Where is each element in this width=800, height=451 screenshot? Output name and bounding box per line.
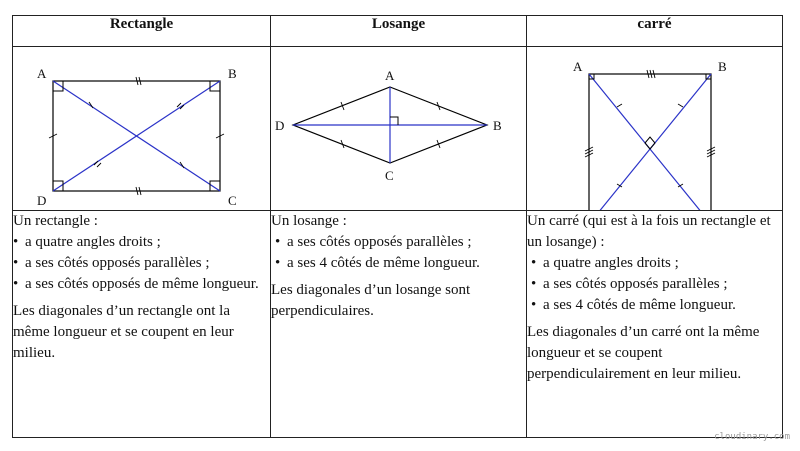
figure-row — [13, 47, 783, 211]
carre-right-angle-marks — [589, 74, 711, 210]
losange-vertex-d: D — [275, 118, 285, 133]
carre-diagonal-ac — [589, 74, 711, 210]
losange-vertex-b: B — [493, 118, 502, 133]
carre-property: • a ses côtés opposés parallèles ; — [531, 274, 782, 295]
header-rectangle: Rectangle — [13, 16, 271, 47]
carre-figure-cell — [527, 47, 783, 211]
losange-properties — [271, 232, 526, 274]
losange-right-angle-mark — [390, 117, 398, 125]
losange-property: • a ses côtés opposés parallèles ; — [275, 232, 526, 253]
rectangle-diagonals-text: Les diagonales d’un rectangle ont la même longueur et se coupent en leur milieu. — [13, 303, 234, 361]
rectangle-property: • a ses côtés opposés parallèles ; — [13, 253, 270, 274]
losange-description — [271, 211, 527, 438]
watermark: cloudinary.com — [714, 432, 790, 442]
rectangle-figure-cell — [13, 47, 271, 211]
rectangle-figure — [13, 47, 271, 210]
header-carre: carré — [527, 16, 783, 47]
carre-figure — [527, 47, 783, 210]
losange-intro: Un losange : — [271, 213, 347, 229]
carre-tick-marks — [585, 70, 715, 210]
losange-property: • a ses 4 côtés de même longueur. — [275, 253, 526, 274]
carre-description — [527, 211, 783, 438]
rectangle-property: • a quatre angles droits ; — [13, 232, 270, 253]
rectangle-description — [13, 211, 271, 438]
losange-figure-cell — [271, 47, 527, 211]
losange-diagonals-text: Les diagonales d’un losange sont perpendiculaires. — [271, 282, 471, 319]
header-row — [13, 16, 783, 47]
losange-figure — [271, 47, 527, 210]
carre-vertex-b: B — [718, 59, 727, 74]
carre-property: • a quatre angles droits ; — [531, 253, 782, 274]
carre-intro: Un carré (qui est à la fois un rectangle et un losange) : — [527, 213, 771, 250]
carre-vertex-a: A — [573, 59, 583, 74]
quadrilaterals-table — [12, 15, 783, 438]
header-losange: Losange — [271, 16, 527, 47]
carre-property: • a ses 4 côtés de même longueur. — [531, 295, 782, 316]
rectangle-intro: Un rectangle : — [13, 213, 98, 229]
text-row — [13, 211, 783, 438]
carre-properties — [527, 253, 782, 316]
carre-diagonals-text: Les diagonales d’un carré ont la même longueur et se coupent perpendiculairement en leur milieu. — [527, 324, 760, 382]
rectangle-vertex-b: B — [228, 66, 237, 81]
rectangle-properties — [13, 232, 270, 295]
losange-vertex-c: C — [385, 168, 394, 183]
carre-diagonal-bd — [589, 74, 711, 210]
carre-outline — [589, 74, 711, 210]
rectangle-property: • a ses côtés opposés de même longueur. — [13, 274, 270, 295]
rectangle-vertex-a: A — [37, 66, 47, 81]
losange-vertex-a: A — [385, 68, 395, 83]
rectangle-vertex-d: D — [37, 193, 47, 208]
rectangle-vertex-c: C — [228, 193, 237, 208]
